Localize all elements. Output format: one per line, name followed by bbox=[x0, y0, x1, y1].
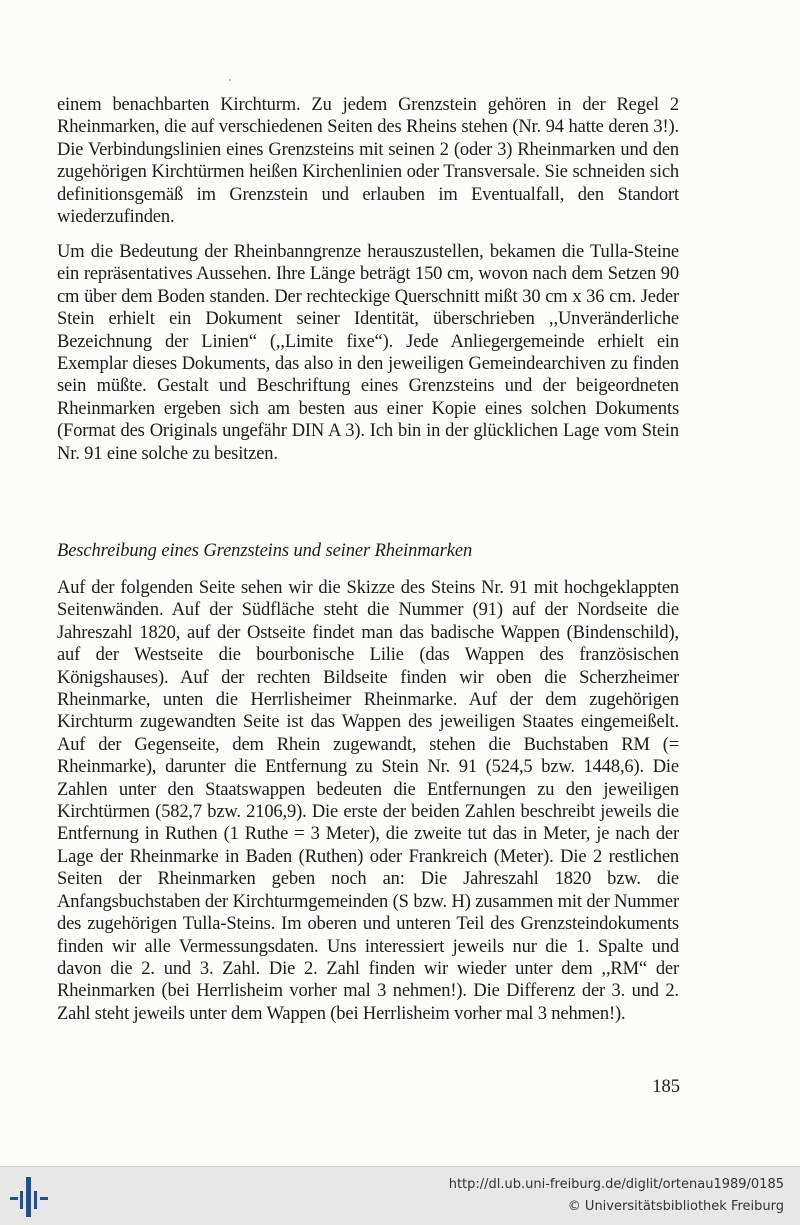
ub-freiburg-logo-icon[interactable] bbox=[10, 1177, 52, 1217]
scan-speck bbox=[229, 79, 231, 81]
paragraph-1 bbox=[57, 94, 679, 228]
copyright-notice: © Universitätsbibliothek Freiburg bbox=[567, 1199, 784, 1214]
paragraph-3 bbox=[57, 577, 679, 1025]
paragraph-1-text: einem benachbarten Kirchturm. Zu jedem Grenzstein gehören in der Regel 2 Rheinmarken, die auf verschiedenen Seiten des Rheins stehen (Nr. 94 hatte deren 3!). Die Verbindungslinien eines Grenzsteins mit seinen 2 (oder 3) Rheinmarken und den zugehörigen Kirchtürmen heißen Kirchenlinien oder Transversale. Sie schneiden sich definitionsgemäß im Grenzstein und erlauben im Eventualfall, den Standort wiederzufinden. bbox=[57, 95, 679, 228]
section-heading: Beschreibung eines Grenzsteins und seiner Rheinmarken bbox=[57, 541, 473, 561]
permalink-url[interactable]: http://dl.ub.uni-freiburg.de/diglit/ortenau1989/0185 bbox=[448, 1177, 784, 1192]
paragraph-3-text: Auf der folgenden Seite sehen wir die Skizze des Steins Nr. 91 mit hochgeklappten Seitenwänden. Auf der Südfläche steht die Nummer (91) auf der Nordseite die Jahreszahl 1820, auf der Ostseite findet man das badische Wappen (Bindenschild), auf der Westseite die bourbonische Lilie (das Wappen des französischen Königshauses). Auf der rechten Bildseite finden wir oben die Scherzheimer Rheinmarke, unten die Herrlisheimer Rheinmarke. Auf der dem zugehörigen Kirchturm zugewandten Seite ist das Wappen des jeweiligen Staates eingemeißelt. Auf der Gegenseite, dem Rhein zugewandt, stehen die Buchstaben RM (= Rheinmarke), darunter die Entfernung zu Stein Nr. 91 (524,5 bzw. 1448,6). Die Zahlen unter den Staatswappen bedeuten die Entfernungen zu den jeweiligen Kirchtürmen (582,7 bzw. 2106,9). Die erste der beiden Zahlen beschreibt jeweils die Entfernung in Ruthen (1 Ruthe = 3 Meter), die zweite tut das in Meter, je nach der Lage der Rheinmarke in Baden (Ruthen) oder Frankreich (Meter). Die 2 restlichen Seiten der Rheinmarken geben noch an: Die Jahreszahl 1820 bzw. die Anfangsbuchstaben der Kirchturmgemeinden (S bzw. H) zusammen mit der Nummer des zugehörigen Tulla-Steins. Im oberen und unteren Teil des Grenzsteindokuments finden wir alle Vermessungsdaten. Uns interessiert jeweils nur die 1. Spalte und davon die 2. und 3. Zahl. Die 2. Zahl finden wir wieder unter dem ,,RM“ der Rheinmarken (bei Herrlisheim vorher mal 3 nehmen!). Die Differenz der 3. und 2. Zahl steht jeweils unter dem Wappen (bei Herrlisheim vorher mal 3 nehmen!). bbox=[57, 578, 679, 1024]
page-number: 185 bbox=[652, 1077, 680, 1097]
paragraph-2 bbox=[57, 241, 679, 465]
paragraph-2-text: Um die Bedeutung der Rheinbanngrenze herauszustellen, bekamen die Tulla-Steine ein repräsentatives Aussehen. Ihre Länge beträgt 150 cm, wovon nach dem Setzen 90 cm über dem Boden standen. Der rechteckige Querschnitt mißt 30 cm x 36 cm. Jeder Stein erhielt ein Dokument seiner Identität, überschrieben ,,Unveränderliche Bezeichnung der Linien“ (,,Limite fixe“). Jede Anliegergemeinde erhielt ein Exemplar dieses Dokuments, das also in den jeweiligen Gemeindearchiven zu finden sein müßte. Gestalt und Beschriftung eines Grenzsteins und der beigeordneten Rheinmarken ergeben sich am besten aus einer Kopie eines solchen Dokuments (Format des Originals ungefähr DIN A 3). Ich bin in der glücklichen Lage vom Stein Nr. 91 eine solche zu besitzen. bbox=[57, 242, 679, 464]
viewer-footer bbox=[0, 1166, 800, 1225]
